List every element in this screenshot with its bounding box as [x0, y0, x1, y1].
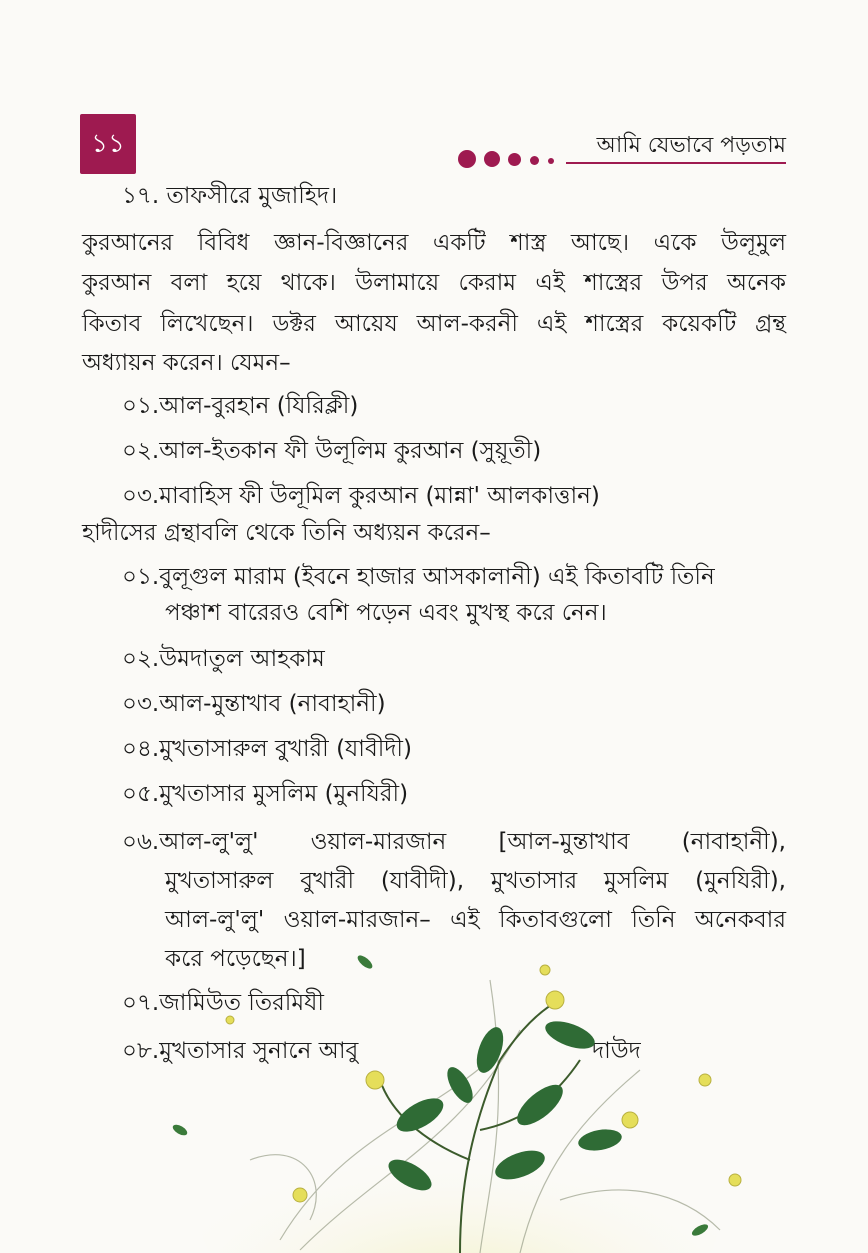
list-item: ০৬.আল-লু'লু' ওয়াল-মারজান [আল-মুন্তাখাব (নাবাহানী),: [122, 829, 786, 855]
list-item: ০৮.মুখতাসার সুনানে আবু: [122, 1038, 359, 1064]
list-item-continuation: মুখতাসারুল বুখারী (যাবীদী), মুখতাসার মুসলিম (মুনযিরী),: [165, 868, 786, 894]
page-number: ১১: [80, 114, 136, 174]
floral-ornament: [160, 940, 820, 1253]
list-item: ০৩.মাবাহিস ফী উলূমিল কুরআন (মান্না' আলকাত্তান): [122, 483, 600, 509]
list-item: ০২.আল-ইতকান ফী উলূলিম কুরআন (সুয়ূতী): [122, 438, 542, 464]
section-heading-line: হাদীসের গ্রন্থাবলি থেকে তিনি অধ্যয়ন করেন–: [82, 520, 491, 546]
list-item: ০১.আল-বুরহান (যিরিক্লী): [122, 393, 359, 419]
paragraph-line: অধ্যায়ন করেন। যেমন–: [82, 350, 291, 376]
header-rule: [566, 162, 786, 164]
text-line: ১৭. তাফসীরে মুজাহিদ।: [122, 183, 338, 209]
list-item: ০৪.মুখতাসারুল বুখারী (যাবীদী): [122, 736, 412, 762]
paragraph-line: কুরআনের বিবিধ জ্ঞান-বিজ্ঞানের একটি শাস্ত্র আছে। একে উলূমুল: [82, 230, 786, 256]
list-item: ০৫.মুখতাসার মুসলিম (মুনযিরী): [122, 781, 409, 807]
paragraph-line: কুরআন বলা হয়ে থাকে। উলামায়ে কেরাম এই শাস্ত্রের উপর অনেক: [82, 270, 786, 296]
list-item-fragment: দাউদ: [592, 1038, 641, 1064]
paragraph-line: কিতাব লিখেছেন। ডক্টর আয়েয আল-করনী এই শাস্ত্রের কয়েকটি গ্রন্থ: [82, 311, 786, 337]
running-title: আমি যেভাবে পড়তাম: [596, 133, 786, 158]
list-item-continuation: আল-লু'লু' ওয়াল-মারজান– এই কিতাবগুলো তিনি অনেকবার: [165, 907, 786, 933]
list-item-continuation: পঞ্চাশ বারেরও বেশি পড়েন এবং মুখস্থ করে নেন।: [165, 600, 607, 626]
list-item-continuation: করে পড়েছেন।]: [165, 946, 306, 972]
list-item: ০৩.আল-মুন্তাখাব (নাবাহানী): [122, 691, 386, 717]
list-item: ০১.বুলূগুল মারাম (ইবনে হাজার আসকালানী) এই কিতাবটি তিনি: [122, 564, 715, 590]
list-item: ০৭.জামিউত তিরমিযী: [122, 990, 324, 1016]
list-item: ০২.উমদাতুল আহকাম: [122, 646, 325, 672]
